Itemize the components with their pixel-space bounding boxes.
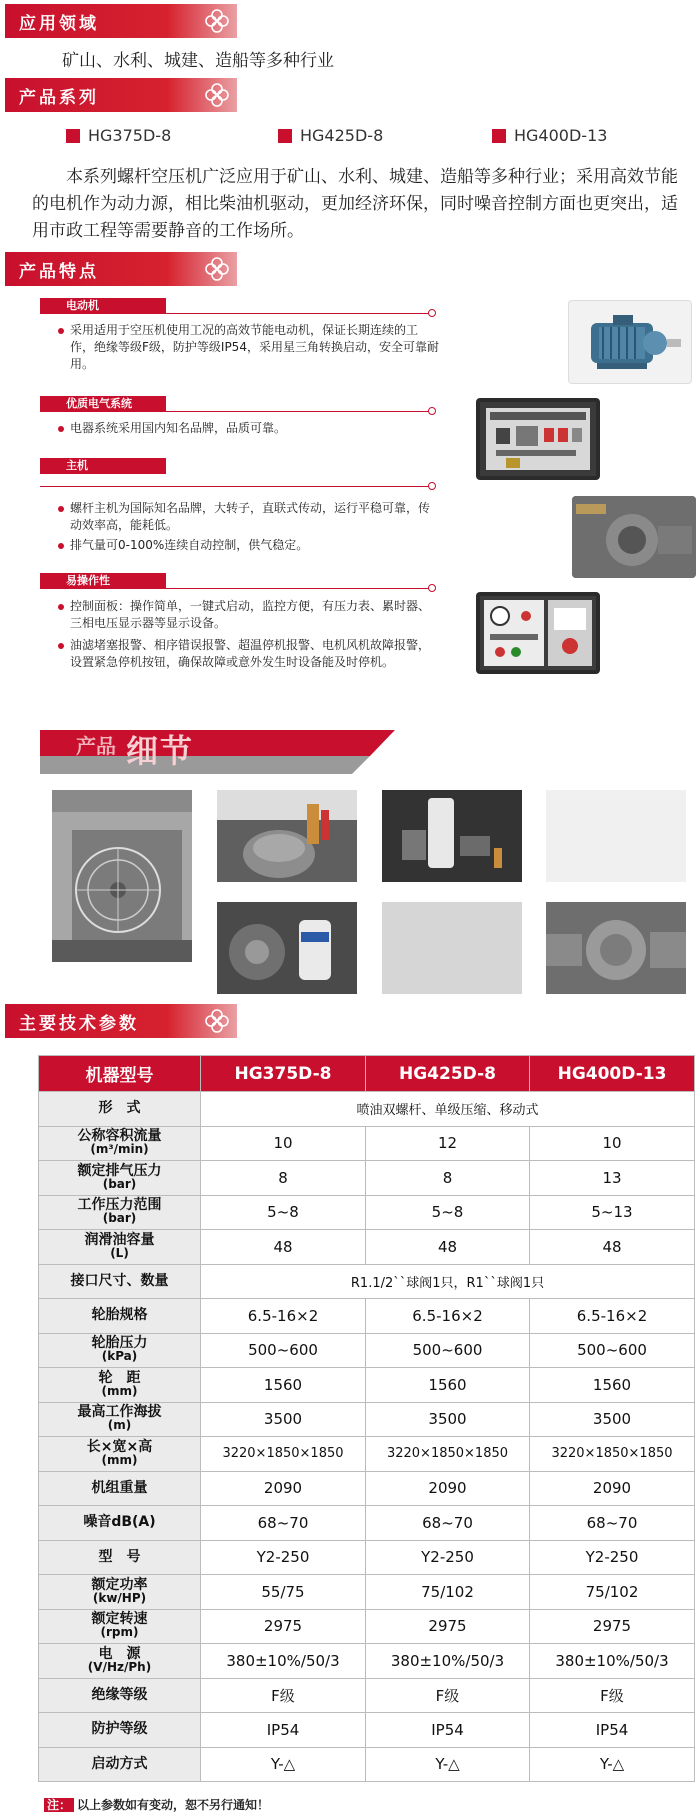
section-header-specs xyxy=(5,1004,237,1038)
row-label: 启动方式 xyxy=(39,1747,201,1782)
table-row xyxy=(39,1713,695,1748)
value-cell: 55/75 xyxy=(201,1575,366,1610)
value-cell: 48 xyxy=(366,1230,530,1265)
table-row xyxy=(39,1333,695,1368)
footnote xyxy=(44,1796,269,1813)
flower-icon xyxy=(203,255,231,283)
value-cell: 5~13 xyxy=(530,1195,695,1230)
row-label: 长×宽×高 (mm) xyxy=(39,1437,201,1472)
value-cell: 13 xyxy=(530,1161,695,1196)
feature-item: 采用适用于空压机使用工况的高效节能电动机，保证长期连续的工作，绝缘等级F级，防护等级IP54，采用星三角转换启动，安全可靠耐用。 xyxy=(58,322,440,373)
row-label: 电 源 (V/Hz/Ph) xyxy=(39,1644,201,1679)
table-row xyxy=(39,1575,695,1610)
series-model-2 xyxy=(278,126,383,145)
spec-header-cell: 机器型号 xyxy=(39,1056,201,1092)
footnote-text: 以上参数如有变动，恕不另行通知！ xyxy=(77,1798,270,1812)
value-cell: 5~8 xyxy=(366,1195,530,1230)
footnote-tag: 注： xyxy=(44,1798,74,1812)
value-cell: 6.5-16×2 xyxy=(530,1299,695,1334)
value-cell: 3500 xyxy=(366,1402,530,1437)
model-label: HG400D-13 xyxy=(514,126,608,145)
value-cell: Y2-250 xyxy=(366,1540,530,1575)
table-row xyxy=(39,1299,695,1334)
motor-photo xyxy=(568,300,692,384)
value-cell: 2090 xyxy=(366,1471,530,1506)
row-label: 噪音dB(A) xyxy=(39,1506,201,1541)
detail-photo-oil-filter xyxy=(217,902,357,994)
value-cell: Y-△ xyxy=(366,1747,530,1782)
feature-item: 螺杆主机为国际知名品牌，大转子，直联式传动，运行平稳可靠，传动效率高，能耗低。 xyxy=(58,500,440,534)
application-text: 矿山、水利、城建、造船等多种行业 xyxy=(62,51,334,71)
table-row xyxy=(39,1126,695,1161)
feature-tag-airend: 主机 xyxy=(40,458,166,474)
feature-dot-icon xyxy=(428,407,436,415)
table-row xyxy=(39,1195,695,1230)
spec-header-row xyxy=(39,1056,695,1092)
value-cell: F级 xyxy=(530,1678,695,1713)
series-model-3 xyxy=(492,126,607,145)
feature-dot-icon xyxy=(428,482,436,490)
feature-divider xyxy=(40,313,430,314)
value-cell: 1560 xyxy=(201,1368,366,1403)
value-cell: 48 xyxy=(201,1230,366,1265)
feature-item: 电器系统采用国内知名品牌，品质可靠。 xyxy=(58,420,440,437)
table-row xyxy=(39,1506,695,1541)
row-label: 公称容积流量 (m³/min) xyxy=(39,1126,201,1161)
value-cell: 1560 xyxy=(366,1368,530,1403)
value-cell: 5~8 xyxy=(201,1195,366,1230)
value-cell: Y-△ xyxy=(530,1747,695,1782)
table-row xyxy=(39,1540,695,1575)
square-bullet-icon xyxy=(492,129,506,143)
value-cell: 3220×1850×1850 xyxy=(366,1437,530,1472)
series-model-1 xyxy=(66,126,171,145)
value-cell: 6.5-16×2 xyxy=(201,1299,366,1334)
detail-photo-blank-2 xyxy=(382,902,522,994)
feature-tag-motor: 电动机 xyxy=(40,298,166,314)
value-cell: 3220×1850×1850 xyxy=(530,1437,695,1472)
row-label: 润滑油容量 (L) xyxy=(39,1230,201,1265)
spec-table xyxy=(38,1055,695,1782)
feature-item: 控制面板：操作简单，一键式启动，监控方便，有压力表、累时器、三相电压显示器等显示设备。 xyxy=(58,598,440,632)
value-cell: IP54 xyxy=(366,1713,530,1748)
value-cell: F级 xyxy=(201,1678,366,1713)
feature-divider xyxy=(40,588,430,589)
feature-tag-electrical: 优质电气系统 xyxy=(40,396,166,412)
table-row xyxy=(39,1368,695,1403)
value-cell: 68~70 xyxy=(366,1506,530,1541)
value-cell: 3220×1850×1850 xyxy=(201,1437,366,1472)
flower-icon xyxy=(203,7,231,35)
table-row xyxy=(39,1230,695,1265)
row-label: 绝缘等级 xyxy=(39,1678,201,1713)
value-cell: 8 xyxy=(366,1161,530,1196)
section-title: 产品系列 xyxy=(19,88,99,108)
value-cell: IP54 xyxy=(201,1713,366,1748)
table-row xyxy=(39,1644,695,1679)
value-cell: 1560 xyxy=(530,1368,695,1403)
table-row xyxy=(39,1471,695,1506)
value-cell: Y-△ xyxy=(201,1747,366,1782)
value-cell: Y2-250 xyxy=(530,1540,695,1575)
feature-divider xyxy=(40,486,430,487)
value-cell: Y2-250 xyxy=(201,1540,366,1575)
feature-item: 油滤堵塞报警、相序错误报警、超温停机报警、电机风机故障报警，设置紧急停机按钮，确保故障或意外发生时设备能及时停机。 xyxy=(58,637,440,671)
table-row xyxy=(39,1161,695,1196)
value-cell: 3500 xyxy=(201,1402,366,1437)
value-cell: 6.5-16×2 xyxy=(366,1299,530,1334)
detail-photo-motor-coupling xyxy=(546,902,686,994)
value-cell: 75/102 xyxy=(530,1575,695,1610)
row-label: 最高工作海拔 (m) xyxy=(39,1402,201,1437)
value-cell: 8 xyxy=(201,1161,366,1196)
table-row xyxy=(39,1437,695,1472)
row-label: 机组重量 xyxy=(39,1471,201,1506)
row-label: 接口尺寸、数量 xyxy=(39,1264,201,1299)
value-cell: 10 xyxy=(201,1126,366,1161)
square-bullet-icon xyxy=(278,129,292,143)
value-cell: 2975 xyxy=(530,1609,695,1644)
value-cell: 380±10%/50/3 xyxy=(201,1644,366,1679)
series-intro: 本系列螺杆空压机广泛应用于矿山、水利、城建、造船等多种行业；采用高效节能的电机作为动力源，相比柴油机驱动，更加经济环保，同时噪音控制方面也更突出，适用市政工程等需要静音的工作场所。 xyxy=(32,167,678,241)
spec-header-cell: HG425D-8 xyxy=(366,1056,530,1092)
spec-header-cell: HG400D-13 xyxy=(530,1056,695,1092)
spec-header-cell: HG375D-8 xyxy=(201,1056,366,1092)
feature-divider xyxy=(40,411,430,412)
section-header-application xyxy=(5,4,237,38)
value-cell: 500~600 xyxy=(201,1333,366,1368)
feature-item: 排气量可0-100%连续自动控制，供气稳定。 xyxy=(58,537,440,554)
value-cell: 68~70 xyxy=(530,1506,695,1541)
value-cell: 500~600 xyxy=(366,1333,530,1368)
electrical-cabinet-photo xyxy=(476,398,600,480)
detail-photo-fan xyxy=(52,790,192,962)
row-label: 轮胎压力 (kPa) xyxy=(39,1333,201,1368)
value-cell: 3500 xyxy=(530,1402,695,1437)
feature-tag-operation: 易操作性 xyxy=(40,573,166,589)
value-cell: 68~70 xyxy=(201,1506,366,1541)
merged-cell: R1.1/2``球阀1只，R1``球阀1只 xyxy=(201,1264,695,1299)
row-label: 型 号 xyxy=(39,1540,201,1575)
row-label: 防护等级 xyxy=(39,1713,201,1748)
details-title-big: 细节 xyxy=(126,732,195,770)
row-label: 额定排气压力 (bar) xyxy=(39,1161,201,1196)
value-cell: 75/102 xyxy=(366,1575,530,1610)
flower-icon xyxy=(203,1007,231,1035)
value-cell: 500~600 xyxy=(530,1333,695,1368)
merged-cell: 喷油双螺杆、单级压缩、移动式 xyxy=(201,1092,695,1127)
section-header-features xyxy=(5,252,237,286)
model-label: HG425D-8 xyxy=(300,126,384,145)
detail-photo-filter xyxy=(382,790,522,882)
airend-photo xyxy=(572,496,696,578)
value-cell: 2090 xyxy=(530,1471,695,1506)
value-cell: 2975 xyxy=(201,1609,366,1644)
details-title-small: 产品 xyxy=(76,734,116,758)
table-row xyxy=(39,1402,695,1437)
table-row xyxy=(39,1609,695,1644)
value-cell: 2975 xyxy=(366,1609,530,1644)
row-label: 形 式 xyxy=(39,1092,201,1127)
feature-dot-icon xyxy=(428,309,436,317)
detail-photo-blank-1 xyxy=(546,790,686,882)
table-row xyxy=(39,1092,695,1127)
row-label: 工作压力范围 (bar) xyxy=(39,1195,201,1230)
value-cell: IP54 xyxy=(530,1713,695,1748)
row-label: 额定功率 (kw/HP) xyxy=(39,1575,201,1610)
detail-photo-valve xyxy=(217,790,357,882)
table-row xyxy=(39,1678,695,1713)
value-cell: 2090 xyxy=(201,1471,366,1506)
value-cell: 12 xyxy=(366,1126,530,1161)
row-label: 轮 距 (mm) xyxy=(39,1368,201,1403)
section-title: 主要技术参数 xyxy=(19,1014,139,1034)
value-cell: 48 xyxy=(530,1230,695,1265)
section-header-series xyxy=(5,78,237,112)
row-label: 轮胎规格 xyxy=(39,1299,201,1334)
section-title: 产品特点 xyxy=(19,262,99,282)
section-title: 应用领域 xyxy=(19,14,99,34)
value-cell: 10 xyxy=(530,1126,695,1161)
control-panel-photo xyxy=(476,592,600,674)
table-row xyxy=(39,1264,695,1299)
value-cell: F级 xyxy=(366,1678,530,1713)
table-row xyxy=(39,1747,695,1782)
value-cell: 380±10%/50/3 xyxy=(530,1644,695,1679)
feature-dot-icon xyxy=(428,584,436,592)
flower-icon xyxy=(203,81,231,109)
model-label: HG375D-8 xyxy=(88,126,172,145)
square-bullet-icon xyxy=(66,129,80,143)
value-cell: 380±10%/50/3 xyxy=(366,1644,530,1679)
details-banner xyxy=(40,730,395,774)
row-label: 额定转速 (rpm) xyxy=(39,1609,201,1644)
